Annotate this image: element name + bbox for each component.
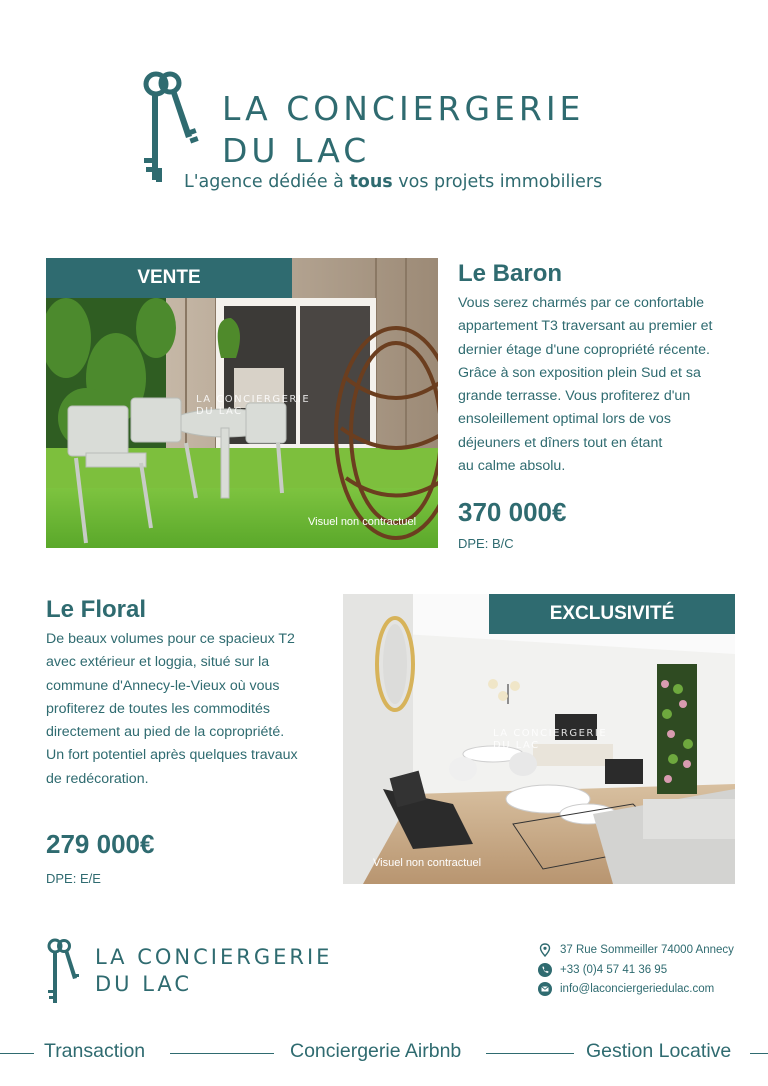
description-line: De beaux volumes pour ce spacieux T2 xyxy=(46,631,295,647)
description-line: Grâce à son exposition plein Sud et sa xyxy=(458,364,701,381)
dpe-floral: DPE: E/E xyxy=(46,871,101,886)
description-line: grande terrasse. Vous profiterez d'un xyxy=(458,388,691,405)
description-line: Un fort potentiel après quelques travaux xyxy=(46,747,298,764)
tagline-start: L'agence dédiée à xyxy=(184,172,350,192)
phone-text[interactable]: +33 (0)4 57 41 36 95 xyxy=(560,964,668,976)
divider-line xyxy=(486,1053,574,1054)
service-conciergerie-airbnb[interactable]: Conciergerie Airbnb xyxy=(290,1040,462,1062)
photo-caption: Visuel non contractuel xyxy=(308,516,417,528)
watermark-line-1: LA CONCIERGERIE xyxy=(196,394,311,405)
email-icon xyxy=(538,982,552,996)
watermark-line-2: DU LAC xyxy=(493,740,540,751)
tagline xyxy=(184,172,602,192)
watermark-line-1: LA CONCIERGERIE xyxy=(493,728,608,739)
service-transaction[interactable]: Transaction xyxy=(44,1040,146,1062)
price-floral: 279 000€ xyxy=(46,829,155,859)
divider-line xyxy=(750,1053,768,1054)
listing-title-baron: Le Baron xyxy=(458,260,563,287)
footer-brand-line-2: DU LAC xyxy=(95,972,193,996)
description-line: dernier étage d'une copropriété récente. xyxy=(458,341,710,358)
photo-caption: Visuel non contractuel xyxy=(373,857,482,869)
description-line: directement au pied de la copropriété. xyxy=(46,724,285,741)
divider-line xyxy=(170,1053,274,1054)
description-line: Vous serez charmés par ce confortable xyxy=(458,295,705,311)
description-line: commune d'Annecy-le-Vieux où vous xyxy=(46,677,280,694)
description-line: au calme absolu. xyxy=(458,458,566,475)
address-text: 37 Rue Sommeiller 74000 Annecy xyxy=(560,944,734,956)
description-line: avec extérieur et loggia, situé sur la xyxy=(46,654,270,671)
listing-title-floral: Le Floral xyxy=(46,596,147,623)
watermark xyxy=(493,728,607,752)
keys-icon xyxy=(46,938,82,1006)
watermark xyxy=(196,394,310,418)
brand-title xyxy=(222,88,584,172)
description-line: profiterez de toutes les commodités xyxy=(46,700,270,717)
phone-icon xyxy=(538,963,552,977)
contact-email[interactable] xyxy=(538,982,714,996)
email-text[interactable]: info@laconciergeriedulac.com xyxy=(560,983,715,995)
description-line: déjeuners et dîners tout en étant xyxy=(458,434,663,451)
service-gestion-locative[interactable]: Gestion Locative xyxy=(586,1040,732,1062)
badge-exclusivite: EXCLUSIVITÉ xyxy=(489,594,735,634)
keys-icon xyxy=(140,70,200,185)
watermark-line-2: DU LAC xyxy=(196,406,243,417)
divider-line xyxy=(0,1053,34,1054)
footer-brand-line-1: LA CONCIERGERIE xyxy=(95,945,333,969)
listing-photo-baron xyxy=(46,258,438,548)
contact-phone[interactable] xyxy=(538,963,667,977)
contact-address xyxy=(538,943,734,957)
listing-description-baron xyxy=(458,292,748,478)
dpe-baron: DPE: B/C xyxy=(458,536,514,551)
footer-brand-title xyxy=(95,944,332,998)
badge-vente: VENTE xyxy=(46,258,292,298)
listing-photo-floral xyxy=(343,594,735,884)
location-pin-icon xyxy=(538,943,552,957)
description-line: appartement T3 traversant au premier et xyxy=(458,318,713,335)
description-line: ensoleillement optimal lors de vos xyxy=(458,411,671,428)
brand-line-1: LA CONCIERGERIE xyxy=(222,89,585,128)
listing-description-floral xyxy=(46,628,336,791)
tagline-end: vos projets immobiliers xyxy=(392,172,603,192)
price-baron: 370 000€ xyxy=(458,497,567,527)
tagline-bold: tous xyxy=(349,172,393,192)
brand-line-2: DU LAC xyxy=(222,131,371,170)
description-line: de redécoration. xyxy=(46,770,149,787)
